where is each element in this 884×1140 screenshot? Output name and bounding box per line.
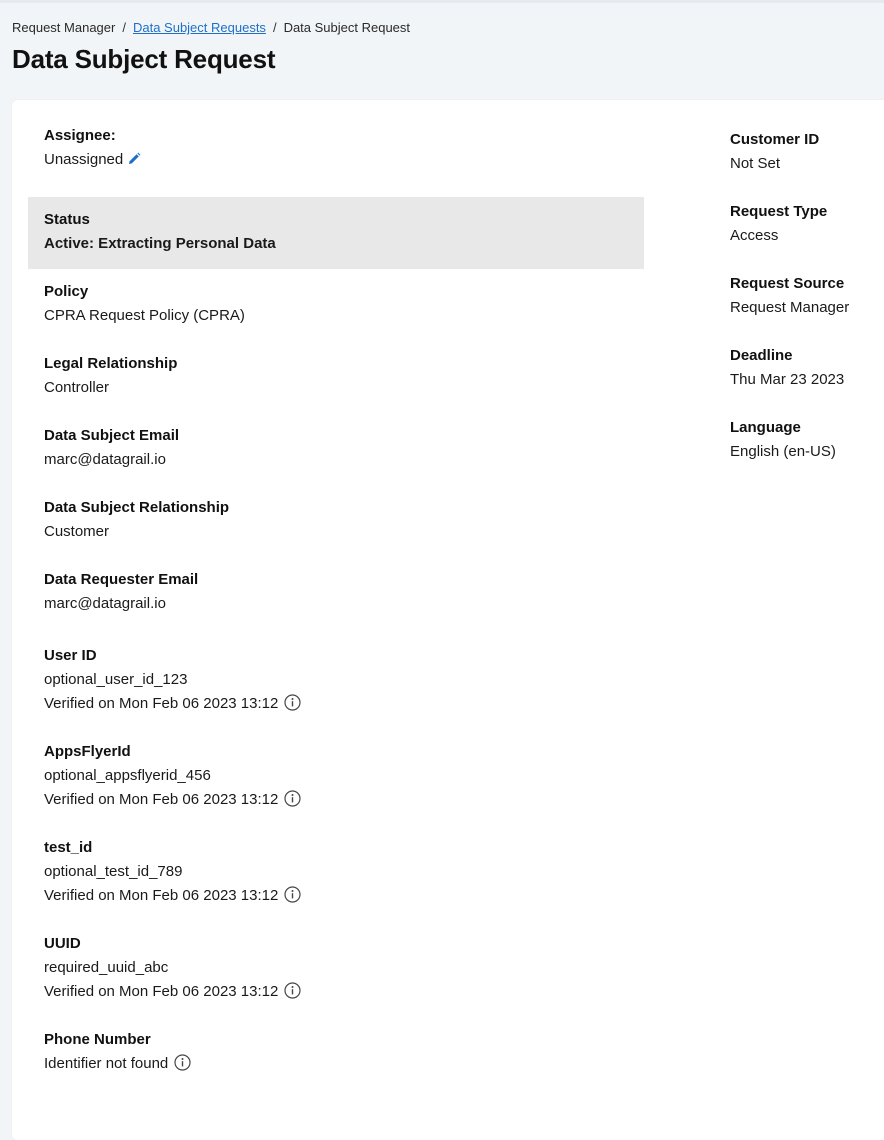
request-source-label: Request Source <box>730 275 845 292</box>
identifier-value: optional_user_id_123 <box>44 671 188 688</box>
data-subject-email-label: Data Subject Email <box>44 427 180 444</box>
request-details-card <box>12 100 884 1140</box>
request-source-value: Request Manager <box>730 299 850 316</box>
identifier-verified-text: Verified on Mon Feb 06 2023 13:12 <box>44 983 279 1000</box>
data-requester-email-value: marc@datagrail.io <box>44 595 166 612</box>
identifier-verified-text: Verified on Mon Feb 06 2023 13:12 <box>44 791 279 808</box>
identifier-value: optional_appsflyerid_456 <box>44 767 211 784</box>
identifier-value: required_uuid_abc <box>44 959 169 976</box>
legal-relationship-value: Controller <box>44 379 110 396</box>
identifier-user-id <box>44 644 301 719</box>
language-field <box>730 416 836 464</box>
identifier-label: AppsFlyerId <box>44 743 131 760</box>
identifier-appsflyerid <box>44 740 301 815</box>
legal-relationship-label: Legal Relationship <box>44 355 178 372</box>
data-requester-email-label: Data Requester Email <box>44 571 199 588</box>
policy-field <box>44 280 245 328</box>
info-circle-icon[interactable] <box>284 982 301 1007</box>
top-border <box>0 0 884 3</box>
request-type-label: Request Type <box>730 203 828 220</box>
legal-relationship-field <box>44 352 177 400</box>
deadline-value: Thu Mar 23 2023 <box>730 371 845 388</box>
customer-id-field <box>730 128 819 176</box>
request-source-field <box>730 272 849 320</box>
deadline-label: Deadline <box>730 347 793 364</box>
identifier-verified-text: Verified on Mon Feb 06 2023 13:12 <box>44 887 279 904</box>
data-requester-email-field <box>44 568 198 616</box>
pencil-icon[interactable] <box>127 150 141 174</box>
phone-number-label: Phone Number <box>44 1031 151 1048</box>
identifier-label: User ID <box>44 647 97 664</box>
language-value: English (en-US) <box>730 443 836 460</box>
status-value: Active: Extracting Personal Data <box>44 235 276 252</box>
identifier-label: test_id <box>44 839 93 856</box>
request-type-value: Access <box>730 227 779 244</box>
policy-label: Policy <box>44 283 89 300</box>
info-circle-icon[interactable] <box>174 1054 191 1079</box>
identifier-uuid <box>44 932 301 1007</box>
phone-number-value: Identifier not found <box>44 1055 169 1072</box>
data-subject-email-value: marc@datagrail.io <box>44 451 166 468</box>
breadcrumb-current: Data Subject Request <box>283 20 411 35</box>
breadcrumb: Request Manager / Data Subject Requests / Data Subject Request <box>12 20 411 35</box>
assignee-label: Assignee: <box>44 127 116 144</box>
assignee-field <box>44 124 141 174</box>
data-subject-email-field <box>44 424 179 472</box>
page-title: Data Subject Request <box>12 44 276 74</box>
identifier-test-id <box>44 836 301 911</box>
status-label: Status <box>44 211 90 228</box>
language-label: Language <box>730 419 801 436</box>
info-circle-icon[interactable] <box>284 790 301 815</box>
info-circle-icon[interactable] <box>284 694 301 719</box>
request-type-field <box>730 200 827 248</box>
policy-value: CPRA Request Policy (CPRA) <box>44 307 245 324</box>
data-subject-relationship-field <box>44 496 229 544</box>
identifier-value: optional_test_id_789 <box>44 863 183 880</box>
breadcrumb-root[interactable]: Request Manager <box>12 20 116 35</box>
assignee-value: Unassigned <box>44 151 124 168</box>
customer-id-label: Customer ID <box>730 131 820 148</box>
identifier-phone-number <box>44 1028 191 1079</box>
data-subject-relationship-value: Customer <box>44 523 110 540</box>
deadline-field <box>730 344 844 392</box>
identifier-label: UUID <box>44 935 81 952</box>
data-subject-relationship-label: Data Subject Relationship <box>44 499 230 516</box>
breadcrumb-link-data-subject-requests[interactable]: Data Subject Requests <box>132 20 266 35</box>
status-panel <box>28 197 644 269</box>
info-circle-icon[interactable] <box>284 886 301 911</box>
identifier-verified-text: Verified on Mon Feb 06 2023 13:12 <box>44 695 279 712</box>
customer-id-value: Not Set <box>730 155 781 172</box>
